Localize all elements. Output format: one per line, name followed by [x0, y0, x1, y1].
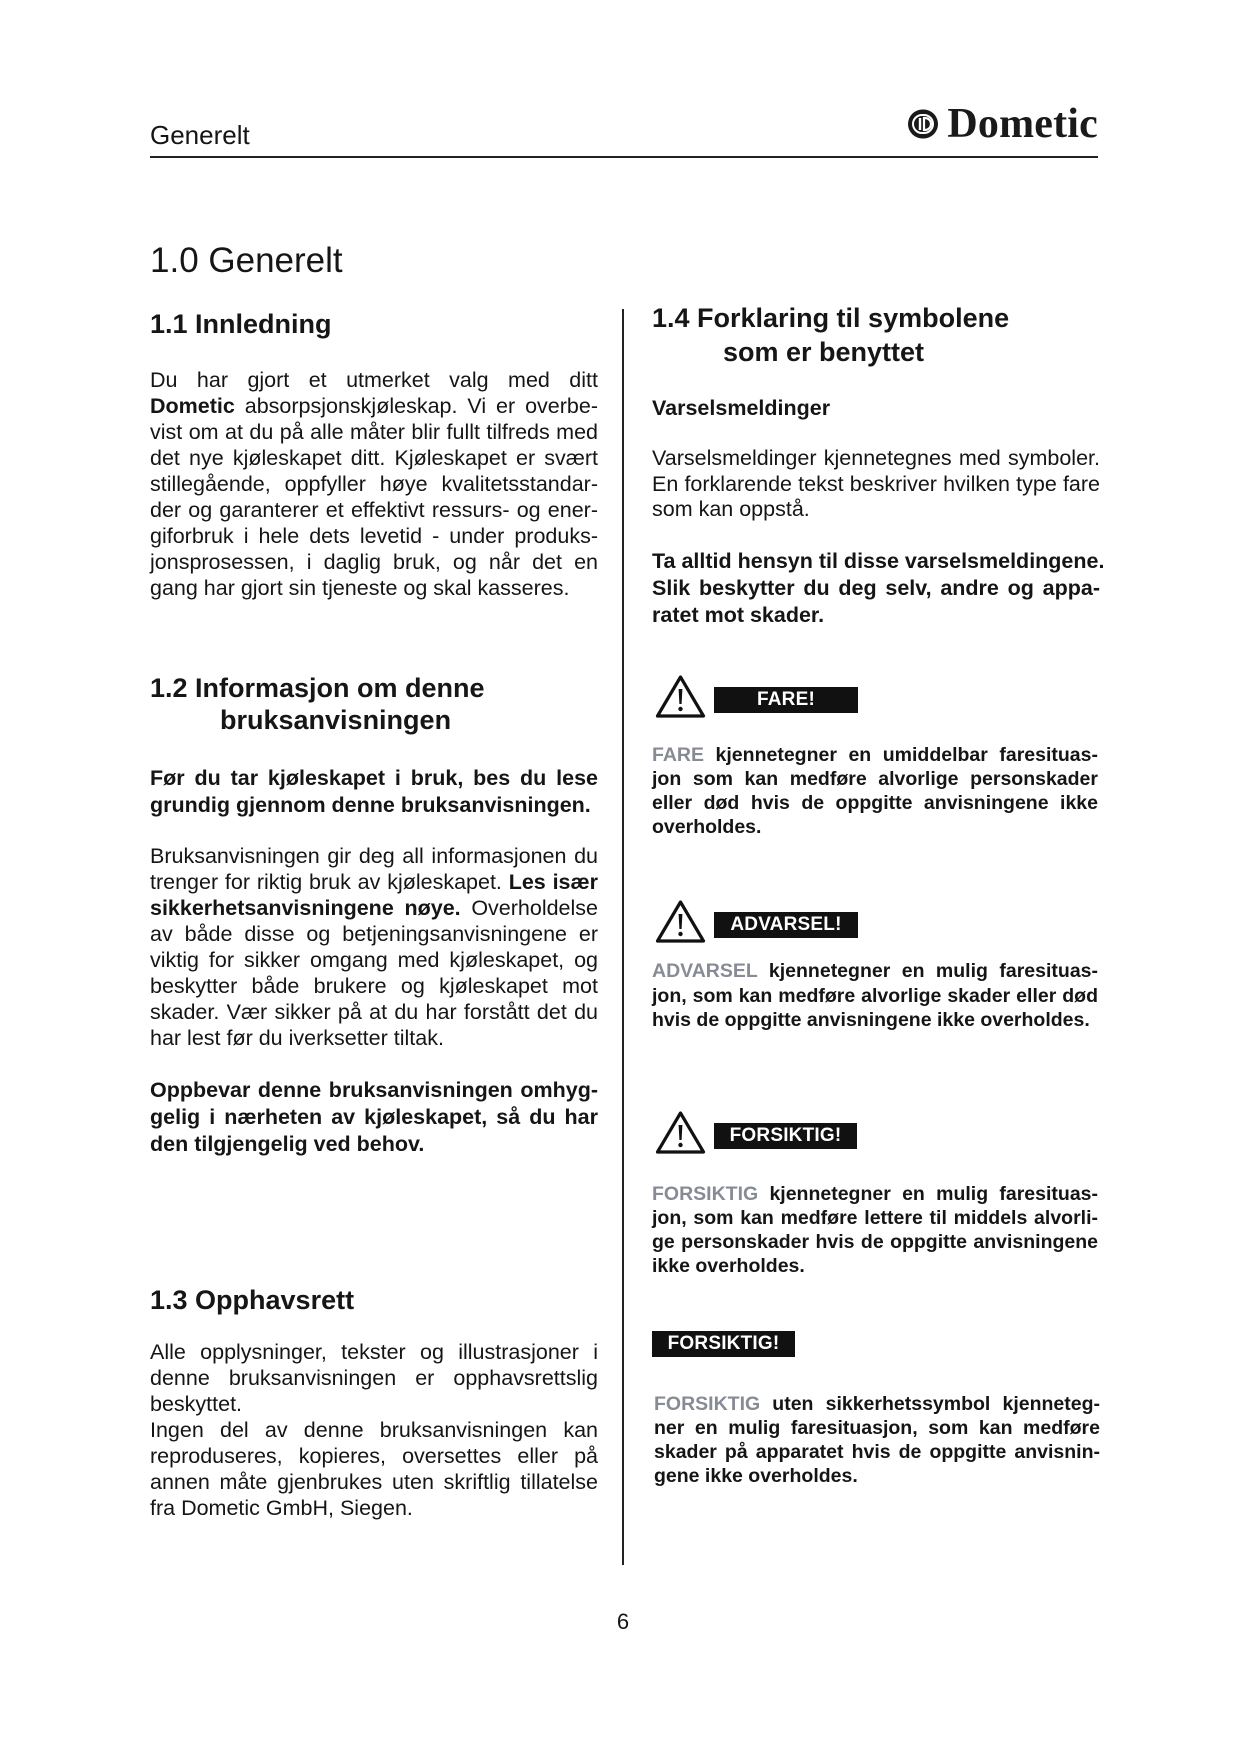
warning-triangle-icon [655, 1110, 706, 1155]
warnings-subheading: Varselsmeldinger [652, 396, 831, 420]
manual-info-paragraph [150, 843, 598, 1051]
column-divider [622, 309, 624, 1565]
text-run: jon som kan medføre alvorlige personskader [652, 768, 1098, 790]
text-run: uten sikkerhetssymbol kjenneteg- [760, 1393, 1100, 1415]
text-line [150, 1469, 598, 1495]
text-line [652, 767, 1098, 791]
text-line [150, 1417, 598, 1443]
warning-term: FORSIKTIG [654, 1393, 761, 1415]
bold-text-run: Ta alltid hensyn til disse varselsmeldingene. [652, 549, 1105, 573]
text-line [652, 1254, 1098, 1278]
text-run: kjennetegner en umiddelbar faresituas- [704, 744, 1098, 766]
warning-label-fare: FARE! [714, 687, 858, 713]
bold-text-run: sikkerhetsanvisningene nøye. [150, 896, 461, 920]
text-line [150, 1391, 598, 1417]
text-run: Bruksanvisningen gir deg all informasjonen du [150, 844, 598, 868]
text-line [150, 947, 598, 973]
text-line [652, 1230, 1098, 1254]
dometic-logo-text: Dometic [947, 101, 1098, 147]
text-run: giforbruk i hele dets levetid - under produks- [150, 524, 598, 548]
text-line [150, 1495, 598, 1521]
page-title: 1.0 Generelt [150, 241, 343, 280]
caution-label-no-symbol: FORSIKTIG! [652, 1331, 795, 1357]
text-line [654, 1416, 1100, 1440]
text-run: Overholdelse [460, 896, 598, 920]
text-line [150, 497, 598, 523]
text-run: gene ikke overholdes. [654, 1465, 858, 1487]
warning-text-forsiktig [652, 1182, 1098, 1278]
warning-triangle-icon [655, 674, 706, 719]
text-run: annen måte gjenbrukes uten skriftlig tillatelse [150, 1470, 598, 1494]
text-run: fra Dometic GmbH, Siegen. [150, 1496, 413, 1520]
text-run: jonsprosessen, i daglig bruk, og når det en [150, 550, 598, 574]
text-line [150, 419, 598, 445]
text-run: jon, som kan medføre lettere til middels alvorli- [652, 1207, 1098, 1229]
read-manual-notice [150, 765, 598, 819]
text-line [150, 1443, 598, 1469]
bold-text-run: gelig i nærheten av kjøleskapet, så du har [150, 1105, 598, 1129]
text-run: har lest før du iverksetter tiltak. [150, 1026, 444, 1050]
bold-text-run: grundig gjennom denne bruksanvisningen. [150, 793, 591, 817]
text-line [652, 743, 1098, 767]
text-line [150, 792, 598, 819]
bold-text-run: ratet mot skader. [652, 603, 825, 627]
text-run: ikke overholdes. [652, 1255, 805, 1277]
innledning-paragraph [150, 367, 598, 601]
text-run: av både disse og betjeningsanvisningene er [150, 922, 598, 946]
warning-term: ADVARSEL [652, 960, 758, 982]
keep-manual-notice [150, 1077, 598, 1158]
text-run: som kan oppstå. [652, 497, 810, 521]
text-run: Ingen del av denne bruksanvisningen kan [150, 1418, 598, 1442]
text-line [150, 869, 598, 895]
section-heading-1-2-continued: bruksanvisningen [220, 705, 452, 735]
text-run: ner en mulig faresituasjon, som kan medføre [654, 1417, 1100, 1439]
text-run: beskyttet. [150, 1392, 243, 1416]
text-line [652, 446, 1100, 472]
copyright-paragraph-1 [150, 1339, 598, 1417]
text-line [150, 575, 598, 601]
text-line [150, 843, 598, 869]
text-line [652, 497, 1100, 523]
text-line [150, 1339, 598, 1365]
text-line [652, 1206, 1098, 1230]
text-run: gang har gjort sin tjeneste og skal kasseres. [150, 576, 570, 600]
text-run: Alle opplysninger, tekster og illustrasjoner i [150, 1340, 598, 1364]
text-line [150, 393, 598, 419]
bold-text-run: Dometic [150, 394, 235, 418]
text-line [654, 1464, 1100, 1488]
text-run: overholdes. [652, 816, 762, 838]
dometic-logo-icon [907, 108, 939, 140]
text-line [150, 471, 598, 497]
text-line [150, 1365, 598, 1391]
warning-triangle-icon [655, 899, 706, 944]
text-line [150, 549, 598, 575]
text-run: eller død hvis de oppgitte anvisningene ikke [652, 792, 1098, 814]
text-line [652, 791, 1098, 815]
text-run: vist om at du på alle måter blir fullt tilfreds med [150, 420, 598, 444]
header-divider [150, 156, 1098, 158]
text-line [652, 1182, 1098, 1206]
text-line [150, 895, 598, 921]
text-line [150, 1025, 598, 1051]
text-line [150, 973, 598, 999]
warning-term: FORSIKTIG [652, 1183, 759, 1205]
text-run: beskytter både brukere og kjøleskapet mot [150, 974, 598, 998]
text-run: viktig for sikker omgang med kjøleskapet, og [150, 948, 598, 972]
text-run: trenger for riktig bruk av kjøleskapet. [150, 870, 509, 894]
page-number: 6 [616, 1609, 630, 1634]
running-header-title: Generelt [150, 120, 250, 150]
bold-text-run: den tilgjengelig ved behov. [150, 1132, 425, 1156]
warning-label-advarsel: ADVARSEL! [714, 912, 858, 938]
copyright-paragraph-2 [150, 1417, 598, 1521]
text-line [150, 1077, 598, 1104]
warning-text-advarsel [652, 959, 1098, 1033]
text-run: Du har gjort et utmerket valg med ditt [150, 368, 598, 392]
text-run: hvis de oppgitte anvisningene ikke overholdes. [652, 1009, 1090, 1031]
section-heading-1-3: 1.3 Opphavsrett [150, 1285, 355, 1315]
text-run: der og garanterer et effektivt ressurs- og ener- [150, 498, 598, 522]
text-line [652, 575, 1100, 602]
text-run: denne bruksanvisningen er opphavsrettslig [150, 1366, 598, 1390]
warning-text-fare [652, 743, 1098, 839]
warning-label-forsiktig: FORSIKTIG! [714, 1123, 857, 1149]
text-line [150, 367, 598, 393]
text-line [150, 921, 598, 947]
section-heading-1-1: 1.1 Innledning [150, 309, 332, 339]
text-run: kjennetegner en mulig faresituas- [758, 1183, 1098, 1205]
text-line [652, 602, 1100, 629]
text-line [652, 984, 1098, 1009]
text-run: skader på apparatet hvis de oppgitte anvisnin- [654, 1441, 1100, 1463]
caution-text-no-symbol [654, 1392, 1100, 1488]
bold-text-run: Oppbevar denne bruksanvisningen omhyg- [150, 1078, 598, 1102]
text-run: En forklarende tekst beskriver hvilken type fare [652, 471, 1100, 496]
dometic-logo [907, 100, 1098, 148]
text-line [150, 765, 598, 792]
bold-text-run: Slik beskytter du deg selv, andre og appa- [652, 576, 1100, 600]
text-run: det nye kjøleskapet ditt. Kjøleskapet er svært [150, 446, 598, 470]
text-line [652, 959, 1098, 984]
text-line [652, 1008, 1098, 1033]
text-line [150, 1131, 598, 1158]
text-line [150, 999, 598, 1025]
warnings-intro-paragraph [652, 446, 1100, 523]
text-line [654, 1440, 1100, 1464]
section-heading-1-4: 1.4 Forklaring til symbolene [652, 303, 1010, 333]
text-line [652, 548, 1105, 575]
text-run: kjennetegner en mulig faresituas- [757, 960, 1098, 982]
text-run: stillegående, oppfyller høye kvalitetsstandar- [150, 472, 598, 496]
text-line [654, 1392, 1100, 1416]
text-line [652, 815, 1098, 839]
text-line [150, 445, 598, 471]
text-line [150, 523, 598, 549]
section-heading-1-2: 1.2 Informasjon om denne [150, 673, 485, 703]
text-line [652, 472, 1100, 498]
text-run: ge personskader hvis de oppgitte anvisningene [652, 1231, 1098, 1253]
warning-term: FARE [652, 744, 705, 766]
text-run: jon, som kan medføre alvorlige skader eller død [652, 984, 1098, 1007]
warnings-attention-notice [652, 548, 1105, 629]
text-line [150, 1104, 598, 1131]
bold-text-run: Før du tar kjøleskapet i bruk, bes du lese [150, 766, 598, 790]
bold-text-run: Les især [508, 870, 598, 894]
section-heading-1-4-continued: som er benyttet [723, 337, 925, 367]
text-run: reproduseres, kopieres, oversettes eller på [150, 1444, 598, 1468]
text-run: skader. Vær sikker på at du har forstått det du [150, 1000, 598, 1024]
text-run: absorpsjonskjøleskap. Vi er overbe- [234, 394, 598, 418]
text-run: Varselsmeldinger kjennetegnes med symboler. [652, 446, 1100, 470]
